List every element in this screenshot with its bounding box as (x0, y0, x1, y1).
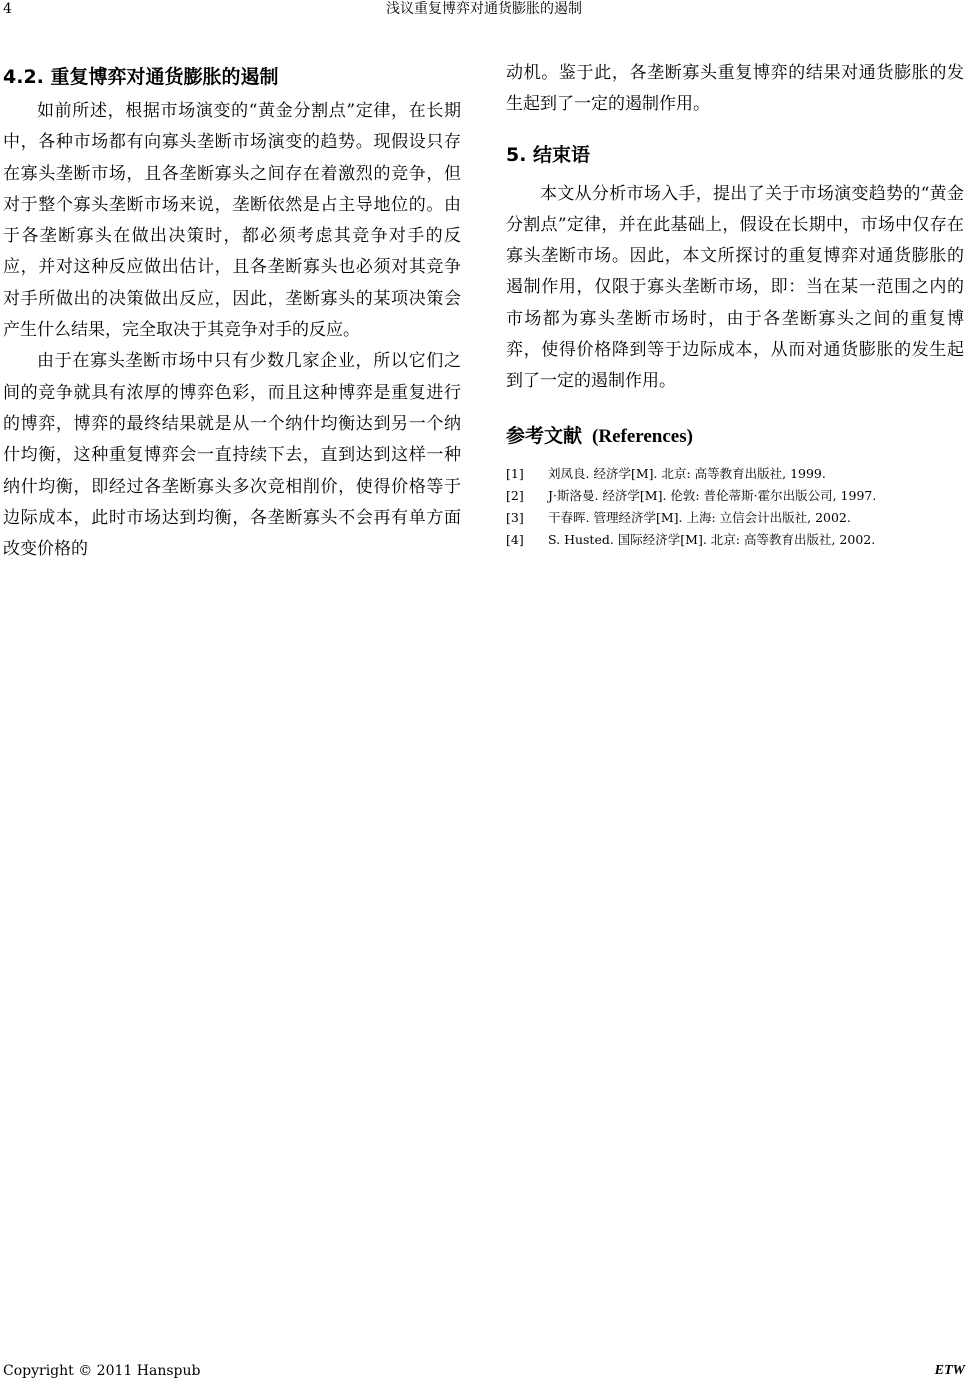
page-number: 4 (3, 1, 12, 17)
references-list (506, 463, 964, 551)
reference-text: 干春晖. 管理经济学[M]. 上海: 立信会计出版社, 2002. (548, 509, 851, 525)
section-4-2-title: 4.2. 重复博弈对通货膨胀的遏制 (3, 66, 279, 88)
reference-number: [4] (506, 531, 524, 547)
reference-item (506, 463, 964, 485)
reference-text: S. Husted. 国际经济学[M]. 北京: 高等教育出版社, 2002. (548, 531, 876, 547)
right-column (506, 58, 964, 551)
running-title: 浅议重复博弈对通货膨胀的遏制 (386, 1, 582, 17)
section-4-2-continuation: 动机。鉴于此，各垄断寡头重复博弈的结果对通货膨胀的发生起到了一定的遏制作用。 (506, 63, 964, 115)
section-4-2-paragraph-1: 如前所述，根据市场演变的“黄金分割点”定律，在长期中，各种市场都有向寡头垄断市场演变的趋势。现假设只存在寡头垄断市场，且各垄断寡头之间存在着激烈的竞争，但对于整个寡头垄断市场来说，垄断依然是占主导地位的。由于各垄断寡头在做出决策时，都必须考虑其竞争对手的反应，并对这种反应做出估计，且各垄断寡头也必须对其竞争对手所做出的决策做出反应，因此，垄断寡头的某项决策会产生什么结果，完全取决于其竞争对手的反应。 (3, 101, 461, 341)
reference-item (506, 529, 964, 551)
copyright-notice: Copyright © 2011 Hanspub (3, 1363, 201, 1379)
reference-text: J·斯洛曼. 经济学[M]. 伦敦: 普伦蒂斯·霍尔出版公司, 1997. (548, 487, 877, 503)
page-footer (3, 1362, 965, 1382)
references-title (506, 422, 964, 451)
reference-number: [1] (506, 465, 524, 481)
reference-text: 刘凤良. 经济学[M]. 北京: 高等教育出版社, 1999. (548, 465, 826, 481)
reference-item (506, 485, 964, 507)
references-title-en: (References) (592, 425, 693, 447)
journal-abbreviation: ETW (934, 1363, 965, 1378)
section-5-paragraph: 本文从分析市场入手，提出了关于市场演变趋势的“黄金分割点”定律，并在此基础上，假设在长期中，市场中仅存在寡头垄断市场。因此，本文所探讨的重复博弈对通货膨胀的遏制作用，仅限于寡头垄断市场，即：当在某一范围之内的市场都为寡头垄断市场时，由于各垄断寡头之间的重复博弈，使得价格降到等于边际成本，从而对通货膨胀的发生起到了一定的遏制作用。 (506, 183, 964, 392)
page-header (0, 0, 968, 20)
left-column (3, 58, 461, 565)
section-4-2-paragraph-2: 由于在寡头垄断市场中只有少数几家企业，所以它们之间的竞争就具有浓厚的博弈色彩，而且这种博弈是重复进行的博弈，博弈的最终结果就是从一个纳什均衡达到另一个纳什均衡，这种重复博弈会一直持续下去，直到达到这样一种纳什均衡，即经过各垄断寡头多次竞相削价，使得价格等于边际成本，此时市场达到均衡，各垄断寡头不会再有单方面改变价格的 (3, 351, 461, 560)
reference-number: [3] (506, 509, 524, 525)
section-5-title: 5. 结束语 (506, 143, 591, 166)
references-title-cn: 参考文献 (506, 424, 583, 447)
reference-item (506, 507, 964, 529)
reference-number: [2] (506, 487, 524, 503)
